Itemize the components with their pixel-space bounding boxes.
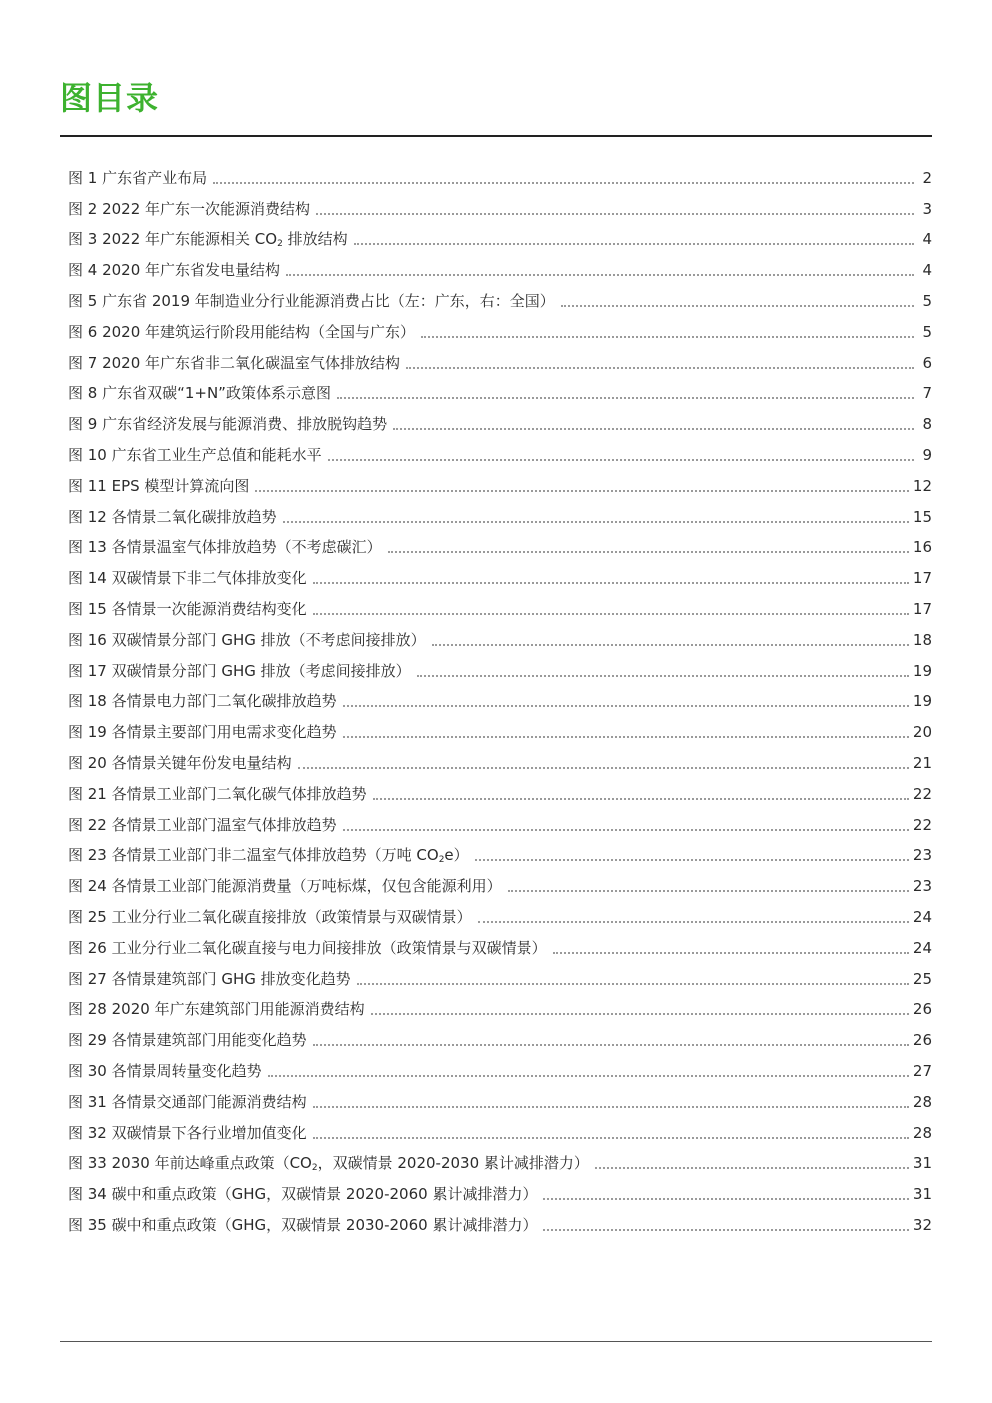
toc-page-number: 6 (922, 353, 932, 372)
toc-page-number: 19 (912, 661, 932, 680)
toc-entry-label (68, 409, 387, 439)
toc-dot-leader (543, 1198, 908, 1200)
toc-entry-label-subscript: 2 (311, 1163, 318, 1174)
footer-divider (60, 1341, 932, 1342)
toc-entry-label-text: 图 12 各情景二氧化碳排放趋势 (68, 507, 277, 526)
toc-entry[interactable] (68, 747, 932, 778)
toc-page-number: 17 (912, 599, 932, 618)
toc-entry-label-tail: e） (444, 846, 469, 865)
toc-entry-label (68, 994, 365, 1024)
toc-entry[interactable] (68, 655, 932, 686)
toc-dot-leader (313, 1044, 909, 1046)
toc-page-number: 8 (922, 415, 932, 434)
toc-entry[interactable] (68, 470, 932, 501)
toc-entry[interactable] (68, 1148, 932, 1179)
toc-page-number: 9 (922, 445, 932, 464)
toc-entry[interactable] (68, 1178, 932, 1209)
toc-entry-label (68, 532, 382, 562)
toc-page-number: 18 (912, 630, 932, 649)
toc-entry-label-text: 图 3 2022 年广东能源相关 CO (68, 230, 278, 249)
toc-dot-leader (417, 675, 909, 677)
toc-entry[interactable] (68, 686, 932, 717)
toc-entry-label-text: 图 7 2020 年广东省非二氧化碳温室气体排放结构 (68, 353, 401, 372)
toc-entry[interactable] (68, 809, 932, 840)
toc-entry-label (68, 255, 280, 285)
toc-dot-leader (595, 1167, 909, 1169)
toc-entry-label (68, 594, 307, 624)
toc-dot-leader (213, 182, 914, 184)
toc-entry-label-text: 图 29 各情景建筑部门用能变化趋势 (68, 1031, 307, 1050)
toc-entry-label-text: 图 32 双碳情景下各行业增加值变化 (68, 1123, 307, 1142)
toc-entry-label-text: 图 34 碳中和重点政策（GHG，双碳情景 2020-2060 累计减排潜力） (68, 1185, 538, 1204)
toc-dot-leader (286, 274, 914, 276)
toc-entry[interactable] (68, 778, 932, 809)
toc-dot-leader (354, 243, 914, 245)
toc-dot-leader (328, 459, 914, 461)
toc-page-number: 12 (912, 476, 932, 495)
toc-dot-leader (357, 983, 909, 985)
toc-entry-label-text: 图 8 广东省双碳“1+N”政策体系示意图 (68, 384, 331, 403)
toc-dot-leader (343, 705, 909, 707)
toc-entry-label (68, 871, 502, 901)
toc-dot-leader (313, 1106, 909, 1108)
toc-dot-leader (255, 490, 908, 492)
toc-page-number: 21 (912, 753, 932, 772)
toc-entry-label-text: 图 28 2020 年广东建筑部门用能源消费结构 (68, 1000, 365, 1019)
toc-entry-label (68, 625, 426, 655)
toc-page-number: 5 (922, 322, 932, 341)
toc-entry-label-text: 图 11 EPS 模型计算流向图 (68, 476, 250, 495)
toc-entry-label-text: 图 24 各情景工业部门能源消费量（万吨标煤，仅包含能源利用） (68, 877, 502, 896)
toc-page-number: 24 (912, 938, 932, 957)
toc-dot-leader (373, 798, 909, 800)
toc-entry[interactable] (68, 347, 932, 378)
toc-entry[interactable] (68, 439, 932, 470)
toc-entry[interactable] (68, 1209, 932, 1240)
toc-entry-label-tail: 排放结构 (282, 230, 348, 249)
toc-entry-label (68, 1087, 307, 1117)
toc-page-number: 28 (912, 1092, 932, 1111)
toc-entry-label (68, 656, 411, 686)
toc-entry[interactable] (68, 1024, 932, 1055)
toc-entry-label (68, 502, 277, 532)
toc-page-number: 31 (912, 1154, 932, 1173)
toc-entry[interactable] (68, 378, 932, 409)
toc-dot-leader (388, 551, 909, 553)
toc-entry-label (68, 1148, 589, 1178)
toc-entry[interactable] (68, 932, 932, 963)
toc-dot-leader (343, 736, 909, 738)
toc-entry-label (68, 286, 555, 316)
toc-entry-label-text: 图 2 2022 年广东一次能源消费结构 (68, 199, 311, 218)
toc-entry-label-text: 图 17 双碳情景分部门 GHG 排放（考虑间接排放） (68, 661, 411, 680)
toc-entry-label (68, 1118, 307, 1148)
toc-entry-label-text: 图 26 工业分行业二氧化碳直接与电力间接排放（政策情景与双碳情景） (68, 938, 547, 957)
toc-entry-label (68, 563, 307, 593)
toc-page-number: 22 (912, 784, 932, 803)
toc-entry[interactable] (68, 193, 932, 224)
toc-entry-label-text: 图 9 广东省经济发展与能源消费、排放脱钩趋势 (68, 415, 388, 434)
toc-entry[interactable] (68, 994, 932, 1025)
toc-dot-leader (508, 890, 909, 892)
toc-dot-leader (343, 829, 909, 831)
toc-page-number: 20 (912, 723, 932, 742)
toc-entry[interactable] (68, 501, 932, 532)
toc-entry[interactable] (68, 1055, 932, 1086)
toc-entry-label-text: 图 18 各情景电力部门二氧化碳排放趋势 (68, 692, 337, 711)
toc-entry[interactable] (68, 254, 932, 285)
toc-page-number: 26 (912, 1000, 932, 1019)
toc-entry[interactable] (68, 224, 932, 255)
toc-entry-label-text: 图 25 工业分行业二氧化碳直接排放（政策情景与双碳情景） (68, 907, 472, 926)
toc-entry-label-text: 图 20 各情景关键年份发电量结构 (68, 753, 292, 772)
toc-entry[interactable] (68, 162, 932, 193)
toc-entry-label-subscript: 2 (277, 239, 283, 250)
title-divider (60, 135, 932, 137)
toc-entry-label-text: 图 19 各情景主要部门用电需求变化趋势 (68, 723, 337, 742)
toc-entry[interactable] (68, 1117, 932, 1148)
toc-dot-leader (371, 1013, 909, 1015)
toc-page-number: 16 (912, 538, 932, 557)
toc-dot-leader (313, 613, 909, 615)
toc-entry-label-tail: ，双碳情景 2020-2030 累计减排潜力） (317, 1154, 589, 1173)
toc-entry-label-text: 图 4 2020 年广东省发电量结构 (68, 261, 281, 280)
toc-entry-label-text: 图 30 各情景周转量变化趋势 (68, 1061, 262, 1080)
toc-page-number: 15 (912, 507, 932, 526)
toc-entry[interactable] (68, 624, 932, 655)
toc-entry-label (68, 810, 337, 840)
toc-entry-label-text: 图 23 各情景工业部门非二温室气体排放趋势（万吨 CO (68, 846, 439, 865)
toc-entry[interactable] (68, 285, 932, 316)
toc-entry-label-text: 图 27 各情景建筑部门 GHG 排放变化趋势 (68, 969, 351, 988)
toc-page-number: 17 (912, 569, 932, 588)
toc-entry-label-text: 图 21 各情景工业部门二氧化碳气体排放趋势 (68, 784, 367, 803)
toc-dot-leader (432, 644, 909, 646)
page-title: 图目录 (60, 79, 160, 117)
toc-dot-leader (478, 921, 909, 923)
toc-entry-label-text: 图 5 广东省 2019 年制造业分行业能源消费占比（左：广东，右：全国） (68, 291, 555, 310)
toc-entry-label (68, 1179, 537, 1209)
toc-page-number: 27 (912, 1061, 932, 1080)
toc-dot-leader (475, 859, 909, 861)
toc-entry-label-text: 图 35 碳中和重点政策（GHG，双碳情景 2030-2060 累计减排潜力） (68, 1215, 538, 1234)
toc-entry-label-text: 图 13 各情景温室气体排放趋势（不考虑碳汇） (68, 538, 382, 557)
toc-page-number: 22 (912, 815, 932, 834)
toc-entry-label (68, 317, 415, 347)
toc-entry-label (68, 902, 472, 932)
toc-entry-label (68, 779, 367, 809)
toc-dot-leader (313, 1137, 909, 1139)
toc-dot-leader (406, 367, 914, 369)
toc-entry-label-subscript: 2 (438, 855, 445, 866)
toc-page-number: 28 (912, 1123, 932, 1142)
toc-page-number: 4 (922, 230, 932, 249)
toc-entry-label (68, 717, 337, 747)
toc-entry-label-text: 图 6 2020 年建筑运行阶段用能结构（全国与广东） (68, 322, 416, 341)
toc-entry-label (68, 378, 331, 408)
toc-entry-label (68, 440, 322, 470)
toc-page-number: 2 (922, 168, 932, 187)
toc-entry-label-text: 图 1 广东省产业布局 (68, 168, 208, 187)
toc-entry-label (68, 1210, 537, 1240)
toc-entry-label (68, 163, 207, 193)
toc-page-number: 4 (922, 261, 932, 280)
toc-entry[interactable] (68, 593, 932, 624)
toc-entry[interactable] (68, 316, 932, 347)
toc-dot-leader (421, 336, 914, 338)
toc-dot-leader (337, 397, 914, 399)
toc-dot-leader (283, 521, 909, 523)
toc-entry[interactable] (68, 870, 932, 901)
toc-dot-leader (298, 767, 909, 769)
toc-entry-label (68, 840, 469, 870)
toc-dot-leader (268, 1075, 909, 1077)
toc-entry-label (68, 471, 249, 501)
toc-page-number: 19 (912, 692, 932, 711)
toc-dot-leader (393, 428, 914, 430)
toc-dot-leader (316, 213, 914, 215)
toc-page-number: 31 (912, 1185, 932, 1204)
toc-entry-label (68, 224, 348, 254)
toc-entry[interactable] (68, 532, 932, 563)
toc-page-number: 23 (912, 877, 932, 896)
toc-entry-label-text: 图 33 2030 年前达峰重点政策（CO (68, 1154, 312, 1173)
toc-dot-leader (553, 952, 909, 954)
toc-page-number: 24 (912, 907, 932, 926)
toc-entry-label (68, 194, 310, 224)
toc-dot-leader (561, 305, 914, 307)
toc-entry[interactable] (68, 840, 932, 871)
toc-page-number: 3 (922, 199, 932, 218)
toc-page-number: 23 (912, 846, 932, 865)
toc-entry[interactable] (68, 716, 932, 747)
toc-entry[interactable] (68, 901, 932, 932)
toc-entry[interactable] (68, 1086, 932, 1117)
toc-entry[interactable] (68, 562, 932, 593)
figure-list (68, 162, 932, 1240)
toc-entry[interactable] (68, 963, 932, 994)
toc-entry-label (68, 348, 400, 378)
toc-entry[interactable] (68, 408, 932, 439)
toc-entry-label-text: 图 16 双碳情景分部门 GHG 排放（不考虑间接排放） (68, 630, 426, 649)
toc-dot-leader (543, 1229, 908, 1231)
toc-page-number: 5 (922, 291, 932, 310)
toc-entry-label (68, 964, 351, 994)
toc-entry-label (68, 748, 292, 778)
toc-dot-leader (313, 582, 909, 584)
toc-entry-label-text: 图 14 双碳情景下非二气体排放变化 (68, 569, 307, 588)
toc-entry-label (68, 933, 547, 963)
toc-page-number: 25 (912, 969, 932, 988)
toc-entry-label-text: 图 10 广东省工业生产总值和能耗水平 (68, 445, 322, 464)
toc-entry-label-text: 图 22 各情景工业部门温室气体排放趋势 (68, 815, 337, 834)
toc-entry-label-text: 图 31 各情景交通部门能源消费结构 (68, 1092, 307, 1111)
toc-entry-label (68, 1056, 262, 1086)
toc-page-number: 32 (912, 1215, 932, 1234)
toc-page-number: 26 (912, 1031, 932, 1050)
toc-entry-label-text: 图 15 各情景一次能源消费结构变化 (68, 599, 307, 618)
toc-page-number: 7 (922, 384, 932, 403)
toc-entry-label (68, 1025, 307, 1055)
toc-entry-label (68, 686, 337, 716)
